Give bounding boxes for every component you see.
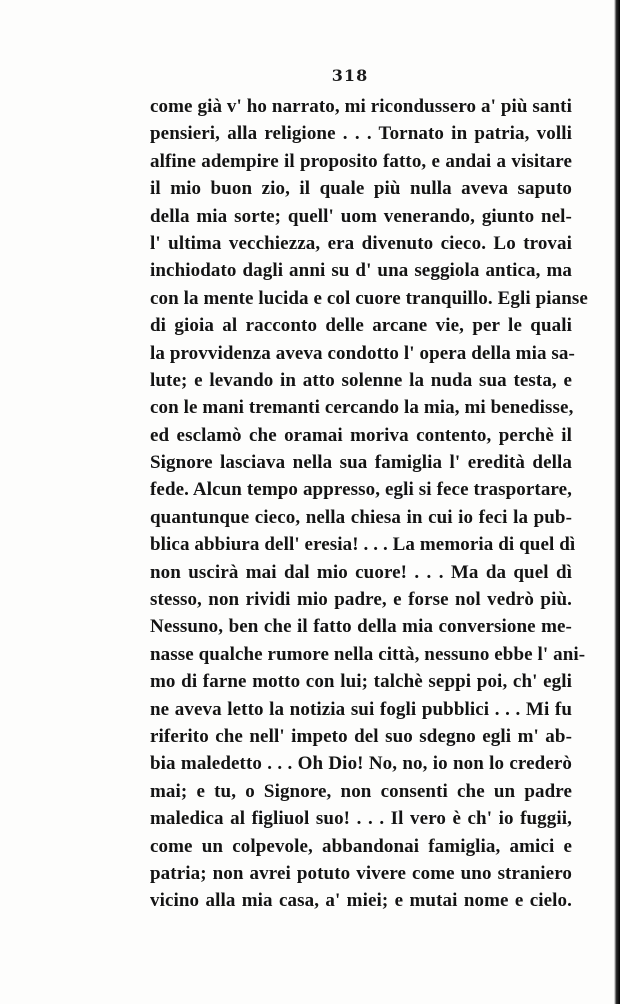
text-line: vicino alla mia casa, a' miei; e mutai nome e cielo. [150, 890, 572, 912]
text-line: lute; e levando in atto solenne la nuda sua testa, e [150, 369, 572, 391]
text-line: il mio buon zio, il quale più nulla aveva saputo [150, 178, 572, 200]
text-line: come un colpevole, abbandonai famiglia, amici e [150, 835, 572, 857]
text-line: pensieri, alla religione . . . Tornato in patria, volli [150, 123, 572, 145]
text-line: l' ultima vecchiezza, era divenuto cieco. Lo trovai [150, 232, 572, 254]
text-line: come già v' ho narrato, mi ricondussero a' più santi [150, 96, 572, 117]
body-text [150, 93, 588, 915]
text-line: mai; e tu, o Signore, non consenti che un padre [150, 780, 572, 802]
text-line: nasse qualche rumore nella città, nessuno ebbe l' ani- [150, 643, 586, 665]
text-line: maledica al figliuol suo! . . . Il vero è ch' io fuggii, [150, 808, 572, 830]
text-line: Signore lasciava nella sua famiglia l' eredità della [150, 452, 572, 474]
page-edge-shadow [614, 0, 620, 1004]
text-line: bia maledetto . . . Oh Dio! No, no, io non lo crederò [150, 753, 572, 775]
text-line: alfine adempire il proposito fatto, e andai a visitare [150, 150, 572, 172]
text-line: inchiodato dagli anni su d' una seggiola antica, ma [150, 260, 572, 282]
text-line: mo di farne motto con lui; talchè seppi poi, ch' egli [150, 671, 572, 693]
text-line: blica abbiura dell' eresia! . . . La memoria di quel dì [150, 534, 576, 556]
text-line: con la mente lucida e col cuore tranquillo. Egli pianse [150, 287, 588, 309]
text-line: Nessuno, ben che il fatto della mia conversione me- [150, 616, 572, 638]
text-line: di gioia al racconto delle arcane vie, per le quali [150, 315, 572, 337]
text-line: ne aveva letto la notizia sui fogli pubblici . . . Mi fu [150, 698, 572, 720]
text-line: quantunque cieco, nella chiesa in cui io feci la pub- [150, 506, 572, 528]
text-line: ed esclamò che oramai moriva contento, perchè il [150, 424, 572, 446]
page-number: 318 [331, 66, 369, 85]
text-line: stesso, non rividi mio padre, e forse nol vedrò più. [150, 589, 572, 611]
text-line: riferito che nell' impeto del suo sdegno egli m' ab- [150, 725, 572, 747]
text-line: non uscirà mai dal mio cuore! . . . Ma da quel dì [150, 561, 572, 583]
text-line: fede. Alcun tempo appresso, egli si fece trasportare, [150, 479, 572, 501]
text-line: la provvidenza aveva condotto l' opera della mia sa- [150, 342, 575, 364]
text-line: con le mani tremanti cercando la mia, mi benedisse, [150, 397, 574, 419]
text-line: patria; non avrei potuto vivere come uno straniero [150, 862, 572, 884]
text-line: della mia sorte; quell' uom venerando, giunto nel- [150, 205, 572, 227]
